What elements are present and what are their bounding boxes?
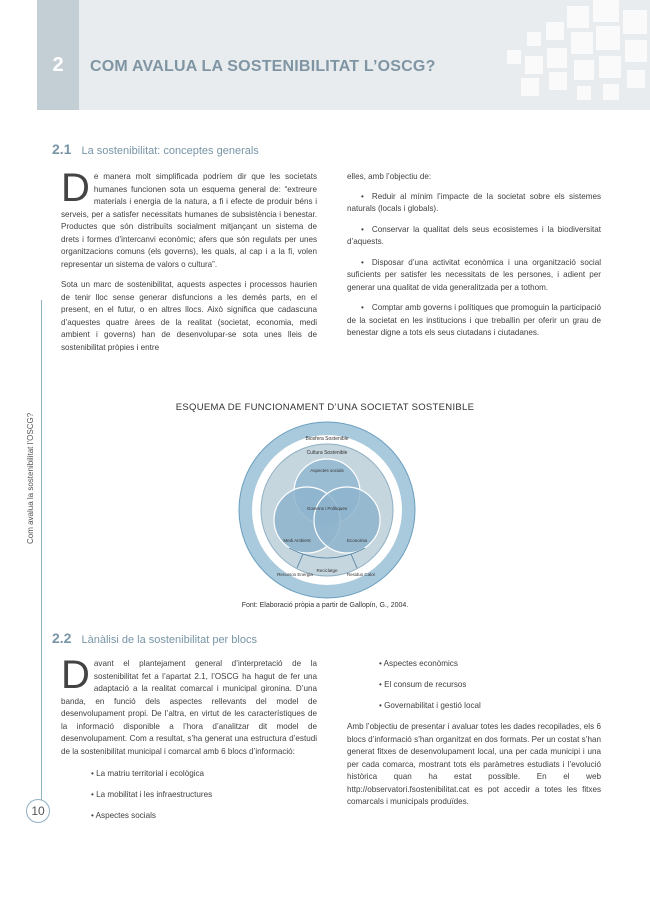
decor-square [525, 56, 543, 74]
section-2-1-heading [52, 141, 259, 157]
list-item: • Governabilitat i gestió local [379, 701, 481, 710]
section-2-2-left-column [61, 653, 317, 831]
section-2-2-number: 2.2 [52, 630, 72, 646]
decor-square [599, 56, 621, 78]
waste-label: Residus Calor [346, 572, 376, 577]
margin-rule [41, 300, 42, 820]
economy-circle [314, 487, 380, 553]
page-number: 10 [26, 799, 50, 823]
decor-square [623, 10, 647, 34]
resources-label: Recursos Energia [277, 572, 313, 577]
decor-square [603, 84, 619, 100]
paragraph: elles, amb l’objectiu de: [347, 172, 432, 181]
section-2-2-heading [52, 630, 257, 646]
decor-square [627, 70, 645, 88]
culture-label: Cultura Sostenible [306, 450, 348, 456]
decor-square [577, 86, 591, 100]
list-item: • El consum de recursos [379, 680, 467, 689]
recycle-label: Reciclatge [316, 568, 338, 573]
decor-square [547, 48, 567, 68]
economy-label: Economia [346, 538, 368, 543]
decor-square [571, 32, 593, 54]
diagram-title: ESQUEMA DE FUNCIONAMENT D’UNA SOCIETAT SOSTENIBLE [175, 402, 475, 413]
paragraph [61, 166, 317, 271]
biosphere-label: Biosfera Sostenible [305, 436, 349, 442]
section-2-1-title: La sostenibilitat: conceptes generals [81, 145, 259, 157]
paragraph: Sota un marc de sostenibilitat, aquests aspectes i processos haurien de tenir lloc sense generar disfuncions a les demés parts, en el present, en el futur, o en altres llocs. Això significa que cadascuna d’aquestes quatre àrees de la realitat (societat, economia, medi ambient i governs) han de desenvolupar-se sota unes lleis de sostenibilitat pròpies i entre [61, 280, 317, 352]
decor-square [521, 78, 539, 96]
decor-square [527, 32, 541, 46]
section-2-1-number: 2.1 [52, 141, 72, 157]
decor-square [546, 22, 564, 40]
decor-square [567, 6, 589, 28]
drop-cap: D [61, 653, 90, 697]
social-label: Aspectes socials [310, 468, 344, 473]
list-item: • La matriu territorial i ecològica [91, 769, 205, 778]
objectives-list [347, 191, 601, 340]
blocks-list-left [61, 768, 317, 823]
environment-label: Medi Ambient [283, 538, 311, 543]
drop-cap: D [61, 166, 90, 210]
decor-square [596, 26, 620, 50]
diagram-caption: Font: Elaboració pròpia a partir de Gallopín, G., 2004. [241, 602, 409, 609]
decor-square [625, 40, 647, 62]
chapter-number: 2 [52, 54, 64, 76]
chapter-title: COM AVALUA LA SOSTENIBILITAT L’OSCG? [90, 58, 436, 75]
decor-square [574, 60, 594, 80]
list-item: • Aspectes econòmics [379, 659, 458, 668]
sustainability-diagram [237, 420, 417, 600]
section-2-1-left-column [61, 166, 317, 362]
list-item: • Conservar la qualitat dels seus ecosistemes i la biodiversitat d’aquests. [347, 224, 601, 246]
chapter-header [37, 0, 650, 110]
governance-label: Governs i Polítiques [306, 506, 348, 511]
section-2-1-right-column [347, 171, 601, 348]
decor-square [549, 72, 567, 90]
list-item: • La mobilitat i les infraestructures [91, 790, 213, 799]
list-item: • Comptar amb governs i polítiques que promoguin la participació de la societat en les institucions i que treballin per oferir un grau de benestar digne a tots els seus ciutadans i ciutadanes. [347, 303, 601, 337]
paragraph-text: e manera molt simplificada podríem dir que les societats humanes funcionen sota un esquema general de: “extreure materials i energia de la natura, a fi i efecte de produir béns i serveis, per a satisfer necessitats humanes de subsistència i benestar. Productes que són distribuïts socialment mitjançant un sistema de drets i formes d’intercanvi econòmic; afers que són regulats per unes organitzacions comuns (els governs), les quals, al cap i a la fi, volen representar un sistema de valors o cultura”. [61, 172, 317, 269]
decor-square [507, 50, 521, 64]
side-running-title: Com avalua la sostenibilitat l’OSCG? [26, 412, 35, 544]
paragraph-text: avant el plantejament general d’interpretació de la sostenibilitat fet a l’apartat 2.1, l’OSCG ha hagut de fer una adaptació a la realitat comarcal i municipal gironina. D’una banda, en funció dels aspectes rellevants del model de desenvolupament propi. De l’altra, en virtut de les característiques de la informació disponible a l’hora d’analitzar dit model de desenvolupament. Com a resultat, s’ha generat una estructura d’estudi de la sostenibilitat municipal i comarcal amb 6 blocs d’informació: [61, 659, 317, 756]
section-2-2-right-column [347, 658, 601, 817]
paragraph [61, 653, 317, 758]
blocks-list-right [347, 658, 601, 713]
list-item: • Aspectes socials [91, 811, 156, 820]
section-2-2-title: Lànàlisi de la sostenibilitat per blocs [81, 634, 257, 646]
list-item: • Disposar d’una activitat econòmica i una organització social suficients per satisfer les necessitats de les persones, i adient per generar una qualitat de vida generalitzada per a tothom. [347, 257, 601, 292]
list-item: • Reduir al mínim l’impacte de la societat sobre els sistemes naturals (locals i globals). [347, 191, 601, 213]
decor-square [593, 0, 619, 22]
paragraph: Amb l’objectiu de presentar i avaluar totes les dades recopilades, els 6 blocs d’informació s’han organitzat en dos formats. Per un costat s’han generat fitxes de desenvolupament local, una per cada municipi i una per cada comarca, mostrant tots els paràmetres estudiats i l’evolució històrica quan ha estat possible. En el web http://observatori.fsostenibilitat.cat es pot accedir a totes les fitxes comarcals i municipals produïdes. [347, 722, 601, 806]
